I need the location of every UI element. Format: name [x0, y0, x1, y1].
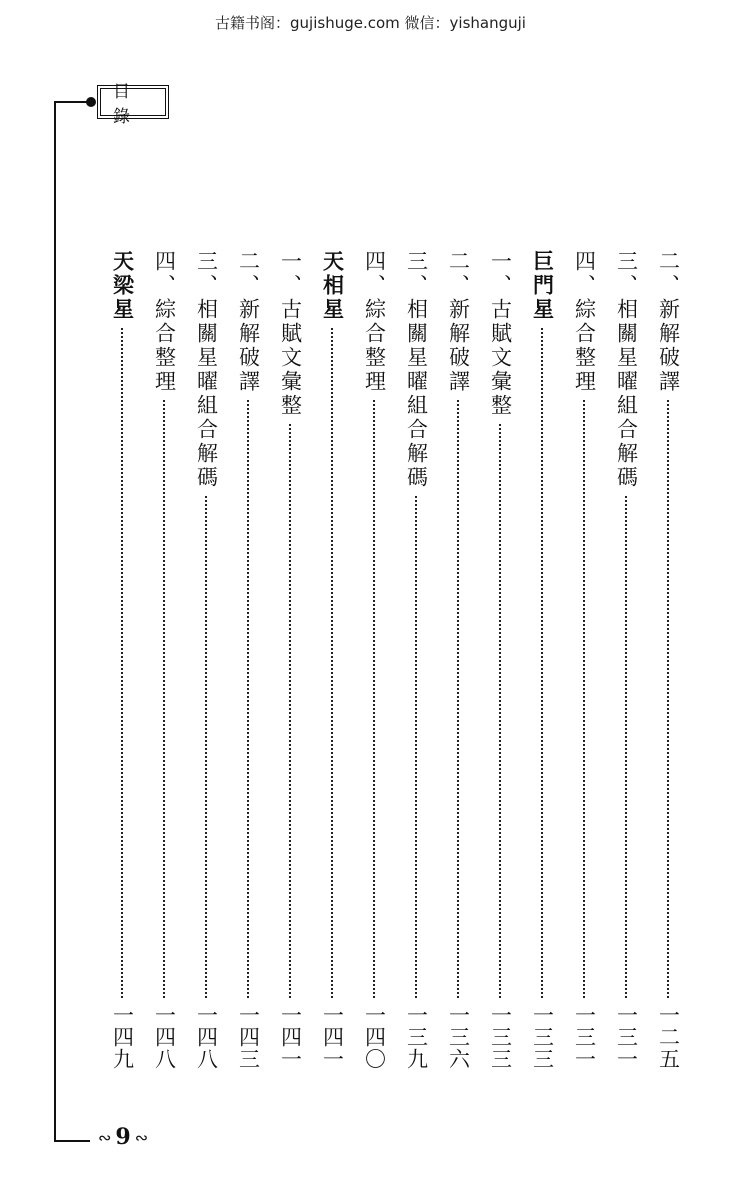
toc-entry[interactable]	[647, 250, 689, 1070]
toc-entry[interactable]	[395, 250, 437, 1070]
toc-section-title: 巨門星	[530, 250, 555, 322]
toc-section-entry[interactable]	[521, 250, 563, 1070]
toc-section-title: 天梁星	[110, 250, 135, 322]
watermark-text: 古籍书阁：gujishuge.com 微信：yishanguji	[215, 14, 526, 32]
toc-entry[interactable]	[479, 250, 521, 1070]
toc-entry-page: 一三一	[572, 1004, 597, 1070]
leader-dots	[121, 328, 123, 998]
leader-dots	[583, 400, 585, 998]
toc-entry-page: 一三六	[446, 1004, 471, 1070]
leader-dots	[457, 400, 459, 998]
toc-section-entry[interactable]	[101, 250, 143, 1070]
toc-section-title: 天相星	[320, 250, 345, 322]
leader-dots	[247, 400, 249, 998]
toc-entry-page: 一四八	[152, 1004, 177, 1070]
leader-dots	[667, 400, 669, 998]
toc-entry-title: 四、綜合整理	[572, 250, 597, 394]
toc-entry[interactable]	[605, 250, 647, 1070]
page-number: 9	[115, 1124, 131, 1150]
toc-section-entry[interactable]	[311, 250, 353, 1070]
toc-entry[interactable]	[143, 250, 185, 1070]
left-ornament-icon: ∾	[98, 1127, 112, 1147]
toc-entry[interactable]	[269, 250, 311, 1070]
leader-dots	[541, 328, 543, 998]
toc-entry-page: 一三三	[488, 1004, 513, 1070]
leader-dots	[205, 496, 207, 998]
toc-entry-title: 一、古賦文彙整	[278, 250, 303, 418]
toc-entry-title: 四、綜合整理	[152, 250, 177, 394]
toc-entry[interactable]	[563, 250, 605, 1070]
leader-dots	[289, 424, 291, 998]
right-ornament-icon: ∾	[134, 1127, 149, 1147]
leader-dots	[331, 328, 333, 998]
toc-entry-title: 一、古賦文彙整	[488, 250, 513, 418]
frame-bullet	[86, 97, 96, 107]
toc-entry-title: 二、新解破譯	[656, 250, 681, 394]
toc-entry-page: 一三九	[404, 1004, 429, 1070]
toc-entry[interactable]	[227, 250, 269, 1070]
toc-entry[interactable]	[353, 250, 395, 1070]
frame-bottom-rule	[54, 1140, 90, 1142]
toc-entry-title: 三、相關星曜組合解碼	[194, 250, 219, 490]
toc-entry[interactable]	[437, 250, 479, 1070]
toc-heading: 目錄	[100, 88, 166, 116]
table-of-contents	[101, 250, 689, 1070]
toc-entry-page: 一三三	[530, 1004, 555, 1070]
frame-vertical-rule	[54, 102, 56, 1142]
toc-entry-title: 二、新解破譯	[446, 250, 471, 394]
toc-entry-title: 三、相關星曜組合解碼	[404, 250, 429, 490]
toc-entry-title: 三、相關星曜組合解碼	[614, 250, 639, 490]
toc-entry-title: 四、綜合整理	[362, 250, 387, 394]
toc-entry-page: 一四一	[278, 1004, 303, 1070]
toc-entry-page: 一二五	[656, 1004, 681, 1070]
leader-dots	[625, 496, 627, 998]
toc-entry-page: 一四九	[110, 1004, 135, 1070]
leader-dots	[163, 400, 165, 998]
toc-entry-page: 一三一	[614, 1004, 639, 1070]
leader-dots	[415, 496, 417, 998]
toc-entry-page: 一四一	[320, 1004, 345, 1070]
toc-entry-page: 一四〇	[362, 1004, 387, 1070]
toc-entry-page: 一四八	[194, 1004, 219, 1070]
leader-dots	[499, 424, 501, 998]
leader-dots	[373, 400, 375, 998]
page-folio	[98, 1124, 148, 1150]
toc-entry-page: 一四三	[236, 1004, 261, 1070]
toc-entry[interactable]	[185, 250, 227, 1070]
toc-entry-title: 二、新解破譯	[236, 250, 261, 394]
